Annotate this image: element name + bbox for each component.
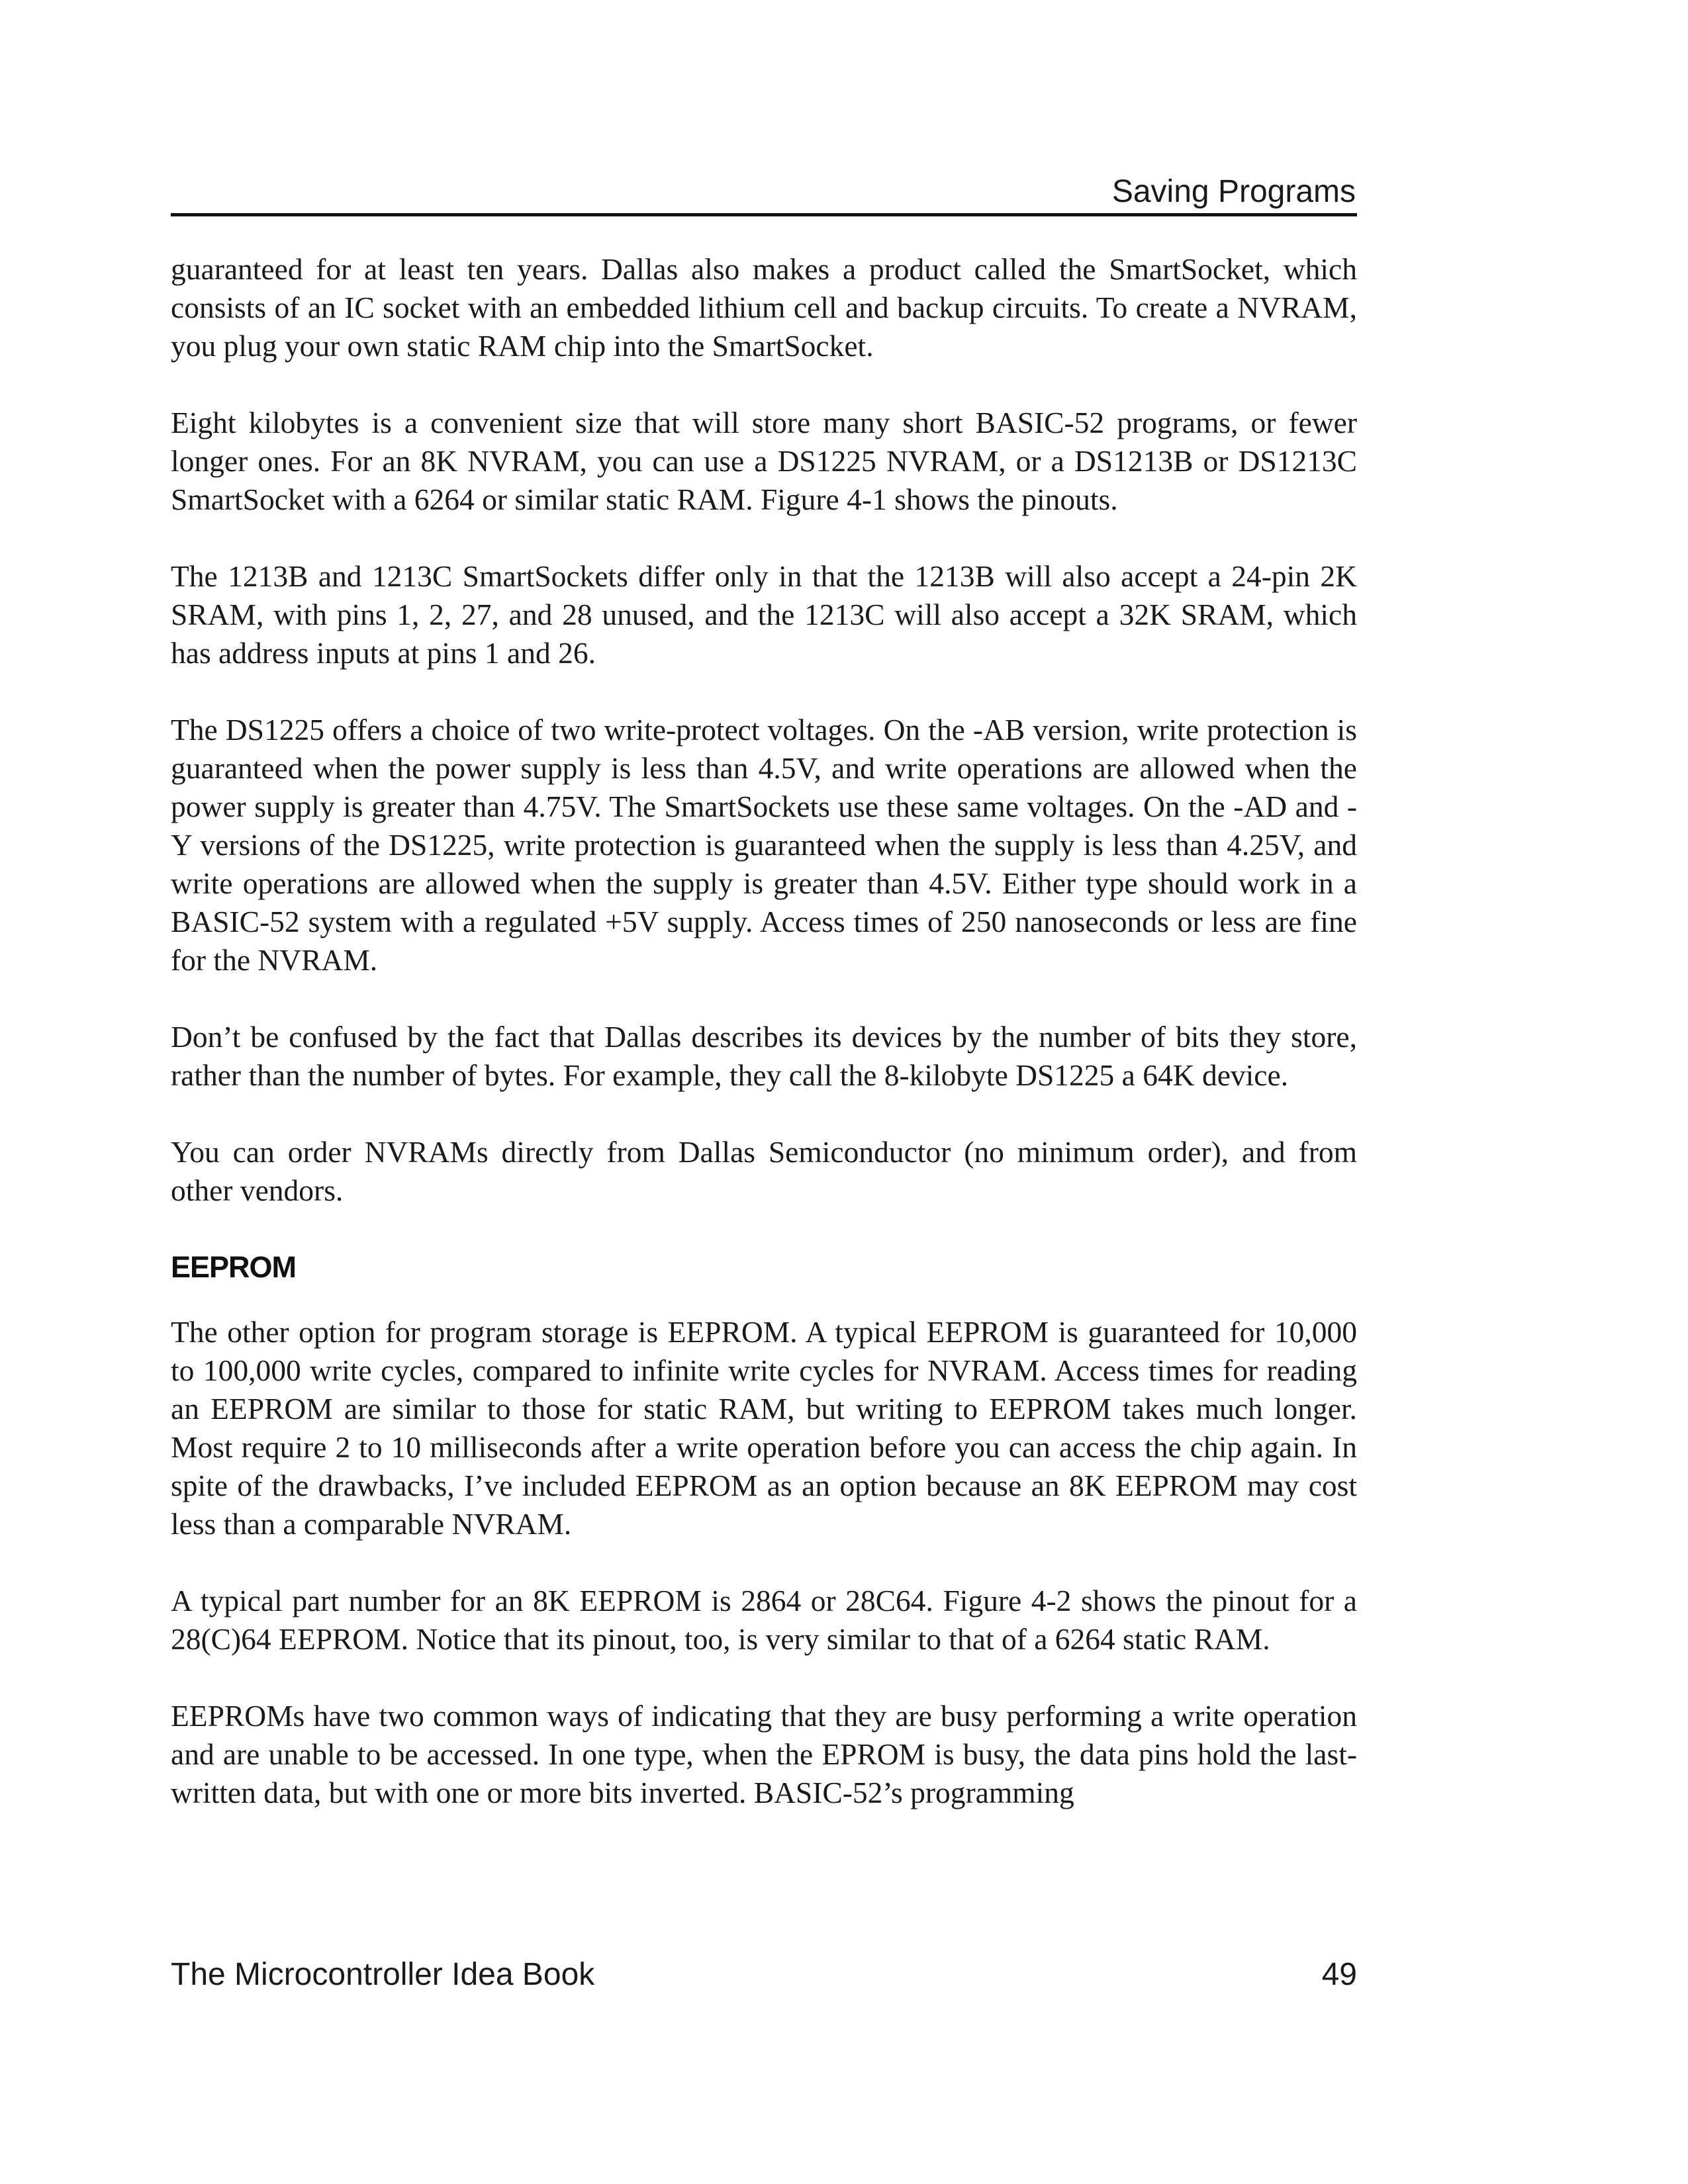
body-paragraph: The other option for program storage is EEPROM. A typical EEPROM is guaranteed for 10,000 to 100,000 write cycles, compared to infinite write cycles for NVRAM. Access times for reading an EEPROM are similar to those for static RAM, but writing to EEPROM takes much longer. Most require 2 to 10 milliseconds after a write operation before you can access the chip again. In spite of the drawbacks, I’ve included EEPROM as an option because an 8K EEPROM may cost less than a comparable NVRAM. [171,1315,1357,1541]
running-header [171,173,1357,216]
body-paragraph: A typical part number for an 8K EEPROM is 2864 or 28C64. Figure 4-2 shows the pinout for a 28(C)64 EEPROM. Notice that its pinout, too, is very similar to that of a 6264 static RAM. [171,1584,1357,1656]
body-paragraph: The DS1225 offers a choice of two write-protect voltages. On the -AB version, write protection is guaranteed when the power supply is less than 4.5V, and write operations are allowed when the power supply is greater than 4.75V. The SmartSockets use these same voltages. On the -AD and -Y versions of the DS1225, write protection is guaranteed when the supply is less than 4.25V, and write operations are allowed when the supply is greater than 4.5V. Either type should work in a BASIC-52 system with a regulated +5V supply. Access times of 250 nanoseconds or less are fine for the NVRAM. [171,713,1357,977]
body-paragraph: Eight kilobytes is a convenient size that will store many short BASIC-52 programs, or fewer longer ones. For an 8K NVRAM, you can use a DS1225 NVRAM, or a DS1213B or DS1213C SmartSocket with a 6264 or similar static RAM. Figure 4-1 shows the pinouts. [171,406,1357,516]
body-paragraph: EEPROMs have two common ways of indicating that they are busy performing a write operation and are unable to be accessed. In one type, when the EPROM is busy, the data pins hold the last-written data, but with one or more bits inverted. BASIC-52’s programming [171,1699,1357,1809]
body-paragraph: You can order NVRAMs directly from Dallas Semiconductor (no minimum order), and from other vendors. [171,1135,1357,1207]
section-heading: EEPROM [171,1250,297,1284]
body-paragraph: Don’t be confused by the fact that Dallas describes its devices by the number of bits they store, rather than the number of bytes. For example, they call the 8-kilobyte DS1225 a 64K device. [171,1020,1357,1092]
page-number: 49 [1321,1957,1357,1992]
body-paragraph: The 1213B and 1213C SmartSockets differ only in that the 1213B will also accept a 24-pin 2K SRAM, with pins 1, 2, 27, and 28 unused, and the 1213C will also accept a 32K SRAM, which has address inputs at pins 1 and 26. [171,559,1357,670]
page-footer [171,1956,1357,1995]
book-title: The Microcontroller Idea Book [171,1957,595,1992]
page-body [171,250,1357,1812]
body-paragraph: guaranteed for at least ten years. Dallas also makes a product called the SmartSocket, which consists of an IC socket with an embedded lithium cell and backup circuits. To create a NVRAM, you plug your own static RAM chip into the SmartSocket. [171,252,1357,363]
section-title: Saving Programs [1111,174,1356,209]
